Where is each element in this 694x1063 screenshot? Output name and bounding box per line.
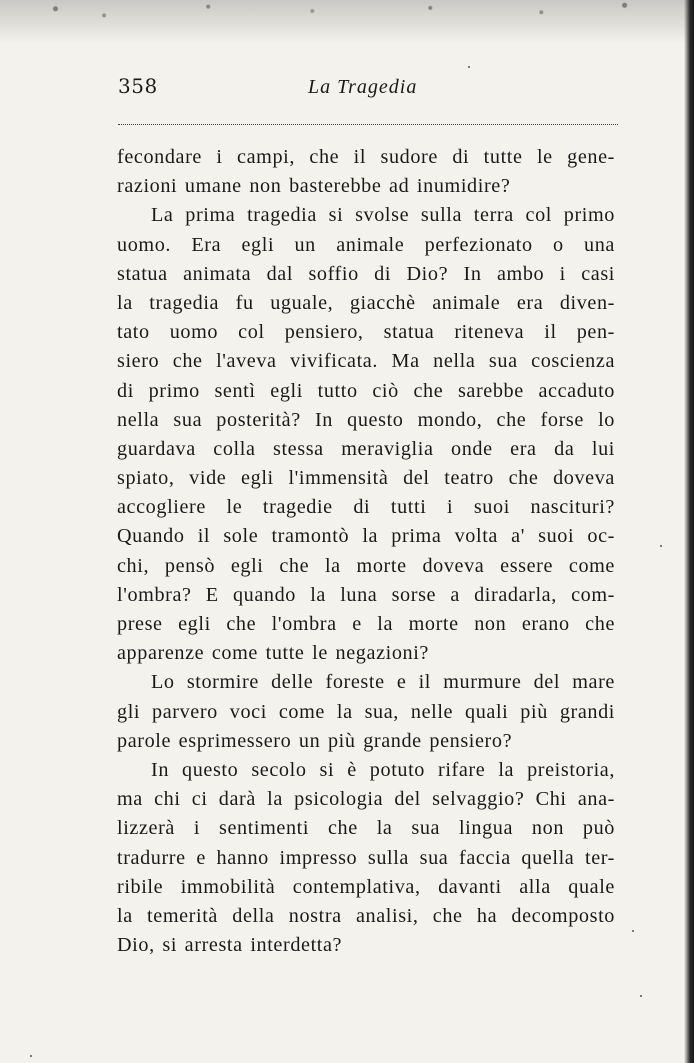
text-line: tato uomo col pensiero, statua riteneva il pen- (117, 321, 615, 344)
text-line: chi, pensò egli che la morte doveva essere come (117, 554, 615, 577)
text-line: tradurre e hanno impresso sulla sua faccia quella ter- (117, 846, 615, 869)
text-line: spiato, vide egli l'immensità del teatro che doveva (117, 467, 615, 490)
text-line: la temerità della nostra analisi, che ha decomposto (117, 904, 615, 927)
text-line: razioni umane non basterebbe ad inumidire? (117, 175, 511, 198)
page-header (118, 74, 618, 108)
text-line: La prima tragedia si svolse sulla terra col primo (151, 204, 615, 227)
text-line: apparenze come tutte le negazioni? (117, 642, 429, 665)
running-title: La Tragedia (308, 76, 418, 98)
text-line: parole esprimessero un più grande pensiero? (117, 729, 513, 752)
text-line: ribile immobilità contemplativa, davanti alla quale (117, 875, 615, 898)
text-line: nella sua posterità? In questo mondo, che forse lo (117, 408, 615, 431)
scan-speck (468, 66, 470, 68)
text-line: uomo. Era egli un animale perfezionato o una (117, 233, 615, 256)
text-line: siero che l'aveva vivificata. Ma nella sua coscienza (117, 350, 615, 373)
text-line: fecondare i campi, che il sudore di tutte le gene- (117, 146, 615, 168)
text-line: prese egli che l'ombra e la morte non erano che (117, 613, 615, 635)
scan-top-edge (0, 0, 694, 44)
text-line: di primo sentì egli tutto ciò che sarebbe accaduto (117, 379, 615, 402)
text-line: ma chi ci darà la psicologia del selvaggio? Chi ana- (117, 788, 615, 811)
text-line: Quando il sole tramontò la prima volta a' suoi oc- (117, 525, 615, 548)
text-line: guardava colla stessa meraviglia onde era da lui (117, 437, 615, 460)
text-line: statua animata dal soffio di Dio? In ambo i casi (117, 262, 615, 285)
text-line: l'ombra? E quando la luna sorse a diradarla, com- (117, 583, 615, 606)
text-line: Lo stormire delle foreste e il murmure del mare (151, 671, 615, 694)
page-number: 358 (118, 74, 158, 98)
scan-speck (660, 545, 662, 547)
header-rule (118, 124, 618, 125)
body-text (117, 143, 615, 960)
text-line: accogliere le tragedie di tutti i suoi nascituri? (117, 496, 615, 519)
scan-speck (640, 995, 642, 997)
text-line: gli parvero voci come la sua, nelle quali più grandi (117, 700, 615, 723)
text-line: Dio, si arresta interdetta? (117, 934, 343, 957)
scan-right-edge (684, 0, 694, 1063)
scan-speck (30, 1055, 32, 1057)
scan-speck (632, 930, 634, 932)
text-line: lizzerà i sentimenti che la sua lingua non può (117, 817, 615, 840)
text-line: In questo secolo si è potuto rifare la preistoria, (151, 758, 615, 781)
text-line: la tragedia fu uguale, giacchè animale era diven- (117, 291, 615, 314)
